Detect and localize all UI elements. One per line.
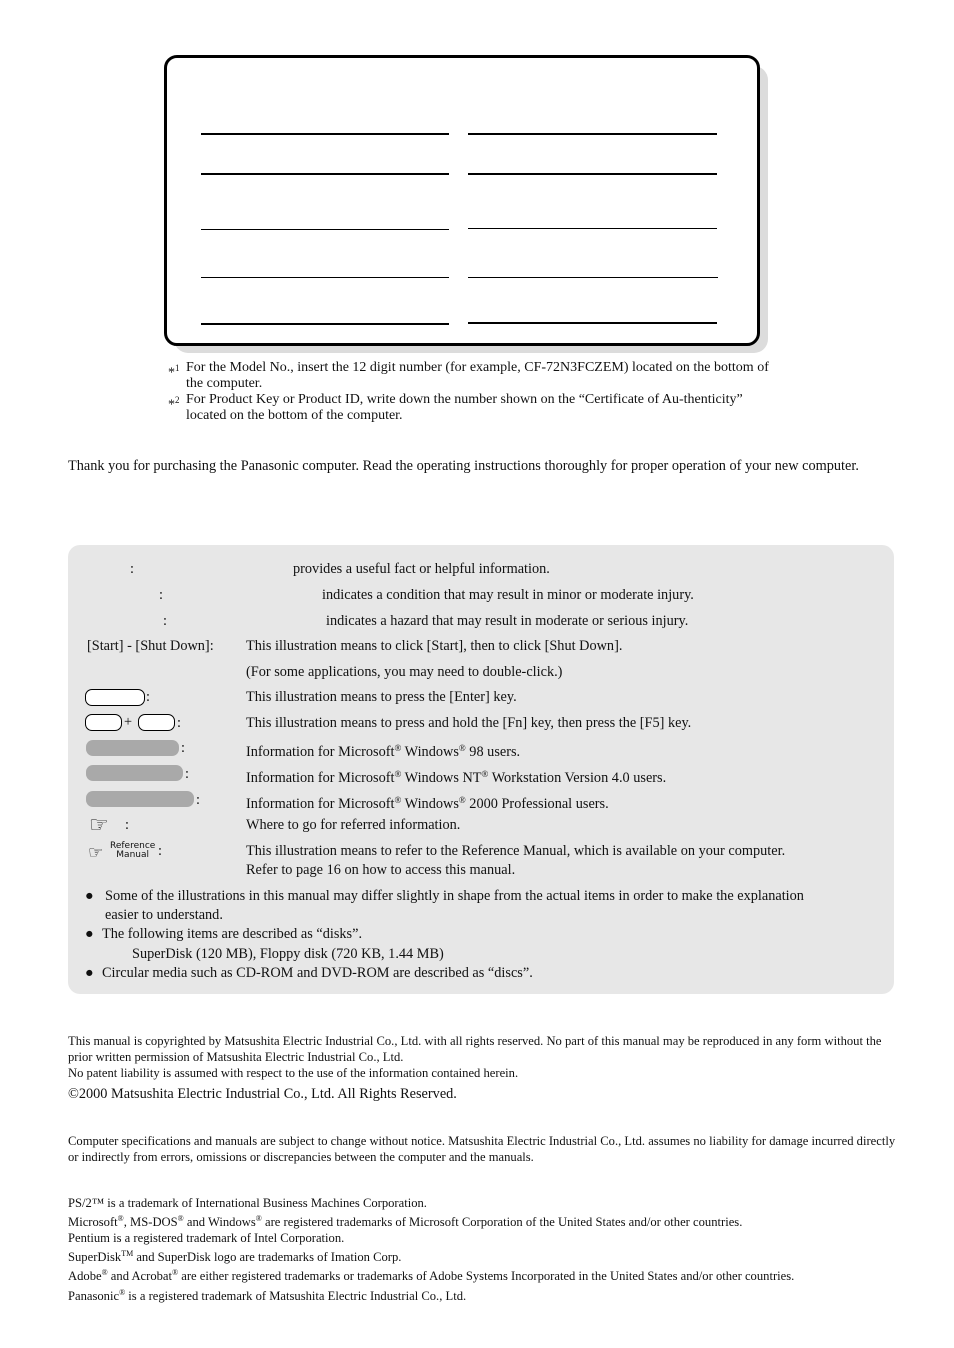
record-line bbox=[468, 277, 718, 278]
refer-colon: : bbox=[125, 817, 129, 833]
record-line bbox=[468, 322, 717, 324]
record-line bbox=[201, 323, 449, 325]
os98-colon: : bbox=[181, 740, 185, 756]
intro-paragraph: Thank you for purchasing the Panasonic computer. Read the operating instructions thoroughly for proper operation of your new computer. bbox=[68, 458, 859, 474]
windows-98-badge bbox=[86, 740, 179, 756]
reference-manual-label: Reference Manual bbox=[110, 841, 156, 860]
enter-description: This illustration means to press the [Enter] key. bbox=[246, 689, 517, 705]
refman-description: This illustration means to refer to the Reference Manual, which is available on your computer. bbox=[246, 843, 786, 859]
trademark-panasonic: Panasonic® is a registered trademark of Matsushita Electric Industrial Co., Ltd. bbox=[68, 1287, 467, 1303]
caution-description: indicates a condition that may result in minor or moderate injury. bbox=[322, 587, 694, 603]
trademark-ps2: PS/2™ is a trademark of International Business Machines Corporation. bbox=[68, 1196, 427, 1210]
os98-description: Information for Microsoft® Windows® 98 users. bbox=[246, 743, 521, 760]
refman-colon: : bbox=[158, 843, 162, 859]
note-description: provides a useful fact or helpful information. bbox=[293, 561, 550, 577]
pointing-hand-icon: ☞ bbox=[89, 813, 109, 838]
trademark-superdisk: SuperDisk™ and SuperDisk logo are trademarks of Imation Corp. bbox=[68, 1249, 402, 1265]
refer-description: Where to go for referred information. bbox=[246, 817, 461, 833]
windows-nt-badge bbox=[86, 765, 183, 781]
osnt-colon: : bbox=[185, 766, 189, 782]
caution-colon: : bbox=[159, 587, 163, 603]
menu-convention-label: [Start] - [Shut Down]: bbox=[87, 638, 214, 654]
note-colon: : bbox=[130, 561, 134, 577]
record-line bbox=[201, 133, 449, 135]
enter-colon: : bbox=[146, 689, 150, 705]
osnt-description: Information for Microsoft® Windows NT® Workstation Version 4.0 users. bbox=[246, 769, 667, 786]
bullet-icon: ● bbox=[85, 965, 94, 981]
reference-manual-icon: ☞ bbox=[88, 843, 104, 863]
trademark-microsoft: Microsoft®, MS-DOS® and Windows® are registered trademarks of Microsoft Corporation of the United States and/or other countries. bbox=[68, 1214, 743, 1230]
trademark-adobe: Adobe® and Acrobat® are either registered trademarks or trademarks of Adobe Systems Incorporated in the United States and/or other countries. bbox=[68, 1268, 795, 1284]
footnote-1: *$^1$ For the Model No., insert the 12 digit number (for example, CF-72N3FCZEM) located on the bottom of the computer. bbox=[168, 360, 769, 391]
copyright-notice: ©2000 Matsushita Electric Industrial Co., Ltd. All Rights Reserved. bbox=[68, 1086, 457, 1102]
bullet-illustrations: Some of the illustrations in this manual may differ slightly in shape from the actual items in order to make the explanation bbox=[105, 888, 804, 904]
trademark-pentium: Pentium is a registered trademark of Intel Corporation. bbox=[68, 1231, 345, 1246]
menu-convention-note: (For some applications, you may need to double-click.) bbox=[246, 664, 563, 680]
record-line bbox=[468, 173, 717, 175]
windows-2000-badge bbox=[86, 791, 194, 807]
bullet-illustrations-cont: easier to understand. bbox=[105, 907, 223, 923]
bullet-disks: The following items are described as “disks”. bbox=[102, 926, 363, 942]
os2000-description: Information for Microsoft® Windows® 2000 Professional users. bbox=[246, 795, 609, 812]
bullet-disks-list: SuperDisk (120 MB), Floppy disk (720 KB, 1.44 MB) bbox=[132, 946, 444, 962]
f5-key-icon bbox=[138, 714, 175, 731]
menu-convention-description: This illustration means to click [Start], then to click [Shut Down]. bbox=[246, 638, 623, 654]
warning-colon: : bbox=[163, 613, 167, 629]
trademarks-block bbox=[68, 1195, 898, 1304]
fn-description: This illustration means to press and hold the [Fn] key, then press the [F5] key. bbox=[246, 715, 692, 731]
copyright-block bbox=[68, 1033, 898, 1081]
record-line bbox=[468, 133, 717, 135]
footnote-2: *$^2$ For Product Key or Product ID, write down the number shown on the “Certificate of Au-thenticity” located on the bottom of the computer. bbox=[168, 392, 743, 423]
os2000-colon: : bbox=[196, 792, 200, 808]
fn-colon: : bbox=[177, 715, 181, 731]
enter-key-icon bbox=[85, 689, 145, 706]
refman-description-2: Refer to page 16 on how to access this manual. bbox=[246, 862, 516, 878]
record-line bbox=[201, 229, 449, 230]
copyright-line-1: This manual is copyrighted by Matsushita Electric Industrial Co., Ltd. with all rights reserved. No part of this manual may be reproduced in any form without the prior written permission of Matsushita Electric Industrial Co., Ltd. bbox=[68, 1034, 882, 1064]
record-line bbox=[201, 277, 449, 278]
record-line bbox=[201, 173, 449, 175]
record-line bbox=[468, 228, 717, 229]
warning-description: indicates a hazard that may result in moderate or serious injury. bbox=[326, 613, 689, 629]
bullet-icon: ● bbox=[85, 888, 94, 904]
copyright-line-2: No patent liability is assumed with respect to the use of the information contained herein. bbox=[68, 1066, 519, 1080]
bullet-discs: Circular media such as CD-ROM and DVD-ROM are described as “discs”. bbox=[102, 965, 533, 981]
disclaimer: Computer specifications and manuals are subject to change without notice. Matsushita Electric Industrial Co., Ltd. assumes no liability for damage incurred directly or indirectly from errors, omissions or discrepancies between the computer and the manuals. bbox=[68, 1134, 896, 1164]
fn-key-icon bbox=[85, 714, 122, 731]
record-box bbox=[164, 55, 760, 346]
plus-sign: + bbox=[124, 714, 133, 730]
bullet-icon: ● bbox=[85, 926, 94, 942]
